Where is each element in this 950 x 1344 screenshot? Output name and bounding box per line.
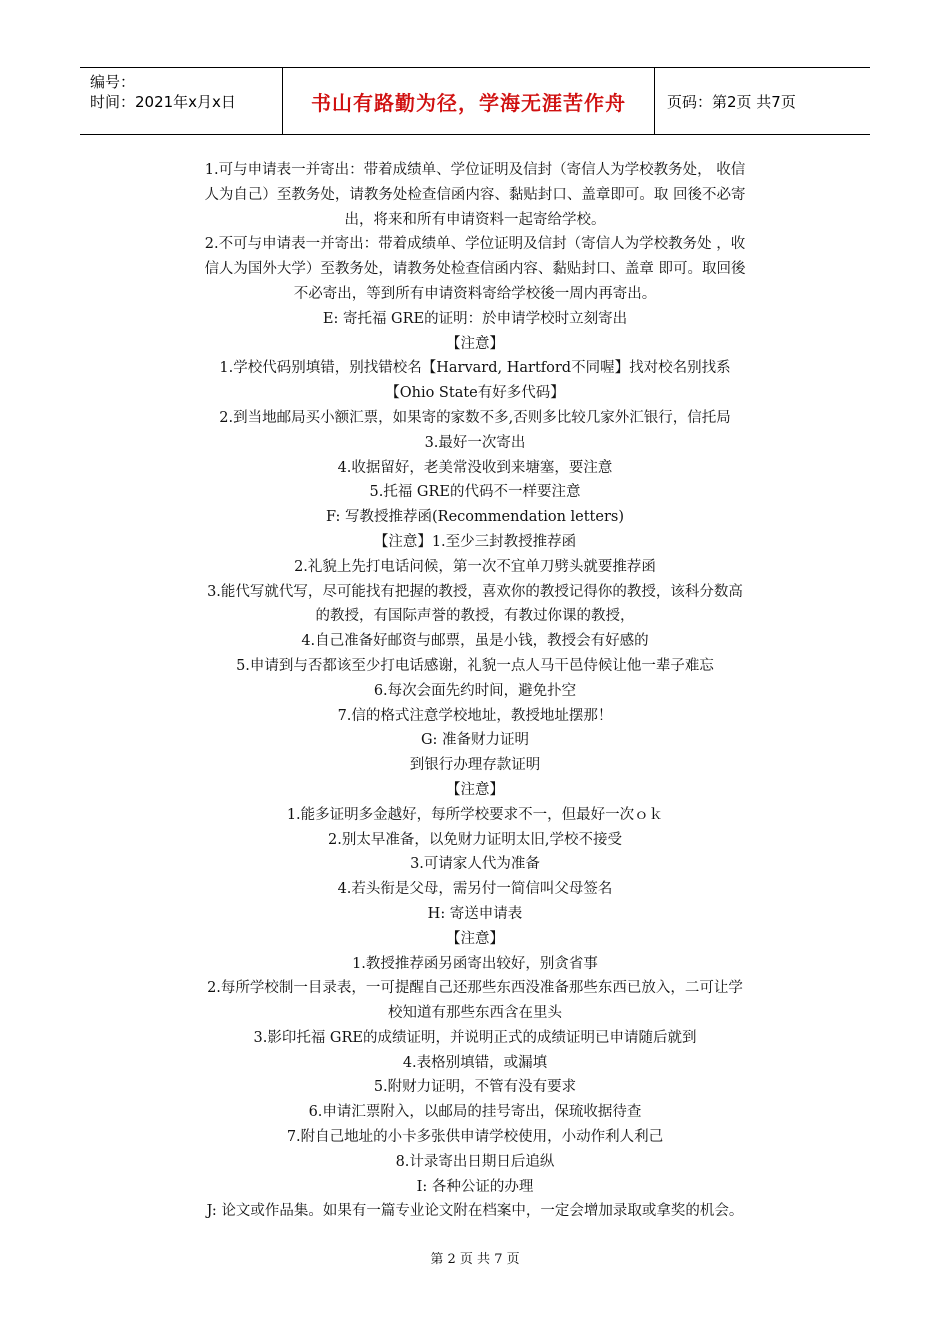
text-line: 不必寄出，等到所有申请资料寄给学校後一周内再寄出。 [293,285,657,302]
page-header [80,67,870,135]
text-line: 3.可请家人代为准备 [410,856,540,873]
body-text [120,158,830,1224]
text-line: 1.教授推荐函另函寄出较好，别贪省事 [352,955,598,972]
text-line: 7.信的格式注意学校地址，教授地址摆那！ [337,707,613,724]
text-line: 6.申请汇票附入，以邮局的挂号寄出，保琉收据待查 [308,1104,642,1121]
text-line: 3.最好一次寄出 [424,434,526,451]
text-line: G: 准备财力证明 [420,732,530,749]
text-line: 1.能多证明多金越好，每所学校要求不一，但最好一次ｏｋ [286,806,664,823]
text-line: 出，将来和所有申请资料一起寄给学校。 [344,211,606,228]
text-line: 到银行办理存款证明 [409,757,541,774]
document-time-label: 时间：2021年x月x日 [90,93,236,111]
text-line: 5.附财力证明，不管有没有要求 [373,1079,577,1096]
text-line: F: 写教授推荐函(Recommendation letters) [325,509,624,526]
text-line: 8.计录寄出日期日后追纵 [395,1153,555,1170]
text-line: 5.托福 GRE的代码不一样要注意 [369,484,581,501]
document-number-label: 编号： [90,73,136,91]
text-line: H: 寄送申请表 [427,905,523,922]
text-line: 【注意】 [446,930,504,947]
text-line: 人为自己）至教务处，请教务处检查信函内容、黏贴封口、盖章即可。取 回後不必寄 [204,186,746,203]
header-page-info: 页码：第2页 共7页 [667,92,796,111]
text-line: 4.收据留好，老美常没收到来塘塞，要注意 [337,459,613,476]
text-line: 4.自己准备好邮资与邮票，虽是小钱，教授会有好感的 [301,633,649,650]
footer-page-number: 第 2 页 共 7 页 [430,1252,520,1267]
text-line: 3.能代写就代写，尽可能找有把握的教授，喜欢你的教授记得你的教授，该科分数高 [207,583,743,600]
text-line: 2.别太早准备，以免财力证明太旧,学校不接受 [328,831,622,848]
text-line: 2.礼貌上先打电话问候，第一次不宜单刀劈头就要推荐函 [294,558,656,575]
text-line: 【注意】 [446,781,504,798]
text-line: 6.每次会面先约时间，避免扑空 [373,682,577,699]
text-line: J: 论文或作品集。如果有一篇专业论文附在档案中，一定会增加录取或拿奖的机会。 [206,1203,744,1220]
text-line: I: 各种公证的办理 [416,1178,534,1195]
text-line: 3.影印托福 GRE的成绩证明，并说明正式的成绩证明已申请随后就到 [253,1029,697,1046]
text-line: E: 寄托福 GRE的证明：於申请学校时立刻寄出 [322,310,628,327]
text-line: 【注意】 [446,335,504,352]
text-line: 1.可与申请表一并寄出：带着成绩单、学位证明及信封（寄信人为学校教务处， 收信 [204,162,746,178]
header-middle-cell [283,68,655,134]
header-slogan: 书山有路勤为径，学海无涯苦作舟 [311,90,626,115]
page-footer [0,1248,950,1267]
text-line: 的教授，有国际声誉的教授，有教过你课的教授， [315,608,635,625]
text-line: 1.学校代码别填错，别找错校名【Harvard, Hartford不同喔】找对校名别找系 [219,360,731,377]
text-line: 4.若头衔是父母，需另付一简信叫父母签名 [337,881,613,898]
text-line: 4.表格别填错，或漏填 [402,1054,548,1071]
text-line: 5.申请到与否都该至少打电话感谢，礼貌一点人马干邑侍候让他一辈子难忘 [236,657,714,674]
text-line: 7.附自己地址的小卡多张供申请学校使用，小动作利人利己 [286,1129,664,1146]
text-line: 信人为国外大学）至教务处，请教务处检查信函内容、黏贴封口、盖章 即可。取回後 [204,261,746,278]
text-line: 2.到当地邮局买小额汇票，如果寄的家数不多,否则多比较几家外汇银行，信托局 [219,409,731,426]
text-line: 2.每所学校制一目录表，一可提醒自己还那些东西没准备那些东西已放入，二可让学 [207,980,743,997]
text-line: 【注意】1.至少三封教授推荐函 [373,533,577,550]
text-line: 【Ohio State有好多代码】 [385,385,565,402]
text-line: 校知道有那些东西含在里头 [388,1005,562,1022]
text-line: 2.不可与申请表一并寄出：带着成绩单、学位证明及信封（寄信人为学校教务处 ，收 [204,236,746,253]
header-left-cell [80,68,283,134]
header-right-cell [655,68,870,134]
